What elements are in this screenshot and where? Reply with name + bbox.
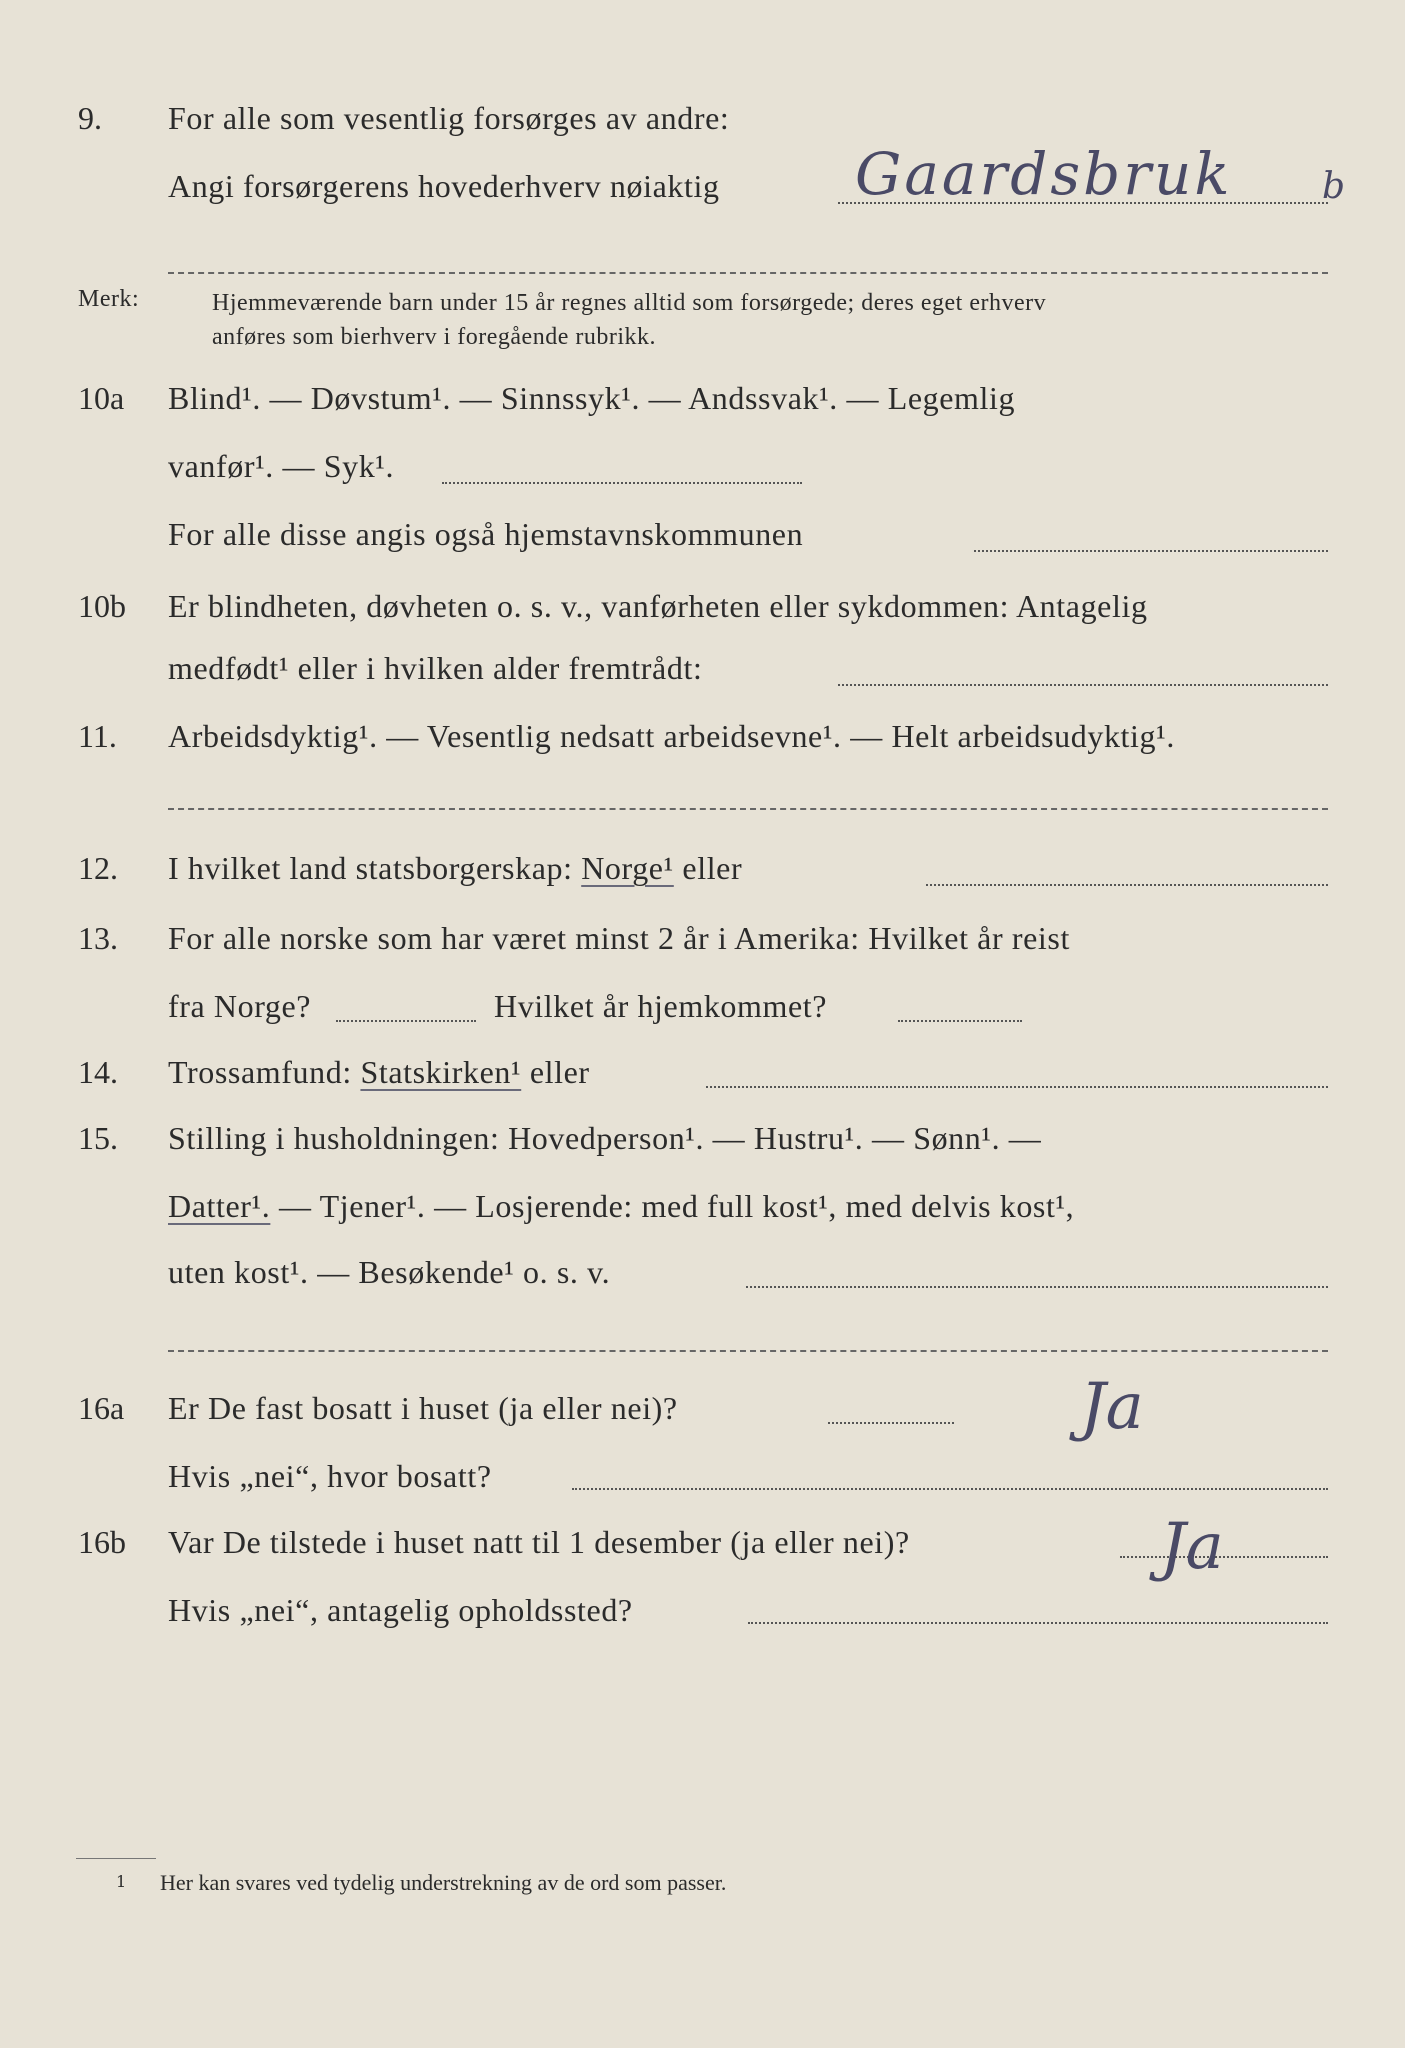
q14-dots (706, 1086, 1328, 1088)
q13-line2b: Hvilket år hjemkommet? (494, 988, 828, 1024)
q16a-line2: Hvis „nei“, hvor bosatt? (168, 1458, 492, 1494)
q16b-number: 16b (78, 1524, 126, 1560)
q15-line2-rest: — Tjener¹. — Losjerende: med full kost¹, med delvis kost¹, (270, 1188, 1075, 1224)
q11-extra-line (168, 808, 1328, 810)
q15-line2 (168, 1188, 1074, 1225)
q10b-line1: Er blindheten, døvheten o. s. v., vanførheten eller sykdommen: Antagelig (168, 588, 1148, 624)
q13-reist-dots (336, 1020, 476, 1022)
merk-line2: anføres som bierhverv i foregående rubrikk. (212, 324, 657, 350)
q10a-line3: For alle disse angis også hjemstavnskommunen (168, 516, 804, 552)
q9-number: 9. (78, 100, 102, 136)
q13-hjemkommet-dots (898, 1020, 1022, 1022)
q14-number: 14. (78, 1054, 118, 1090)
q12-suffix: eller (673, 850, 743, 886)
q12-prefix: I hvilket land statsborgerskap: (168, 850, 582, 886)
q16a-handwritten-answer: Ja (1080, 1370, 1144, 1444)
q15-number: 15. (78, 1120, 118, 1156)
q16b-line1: Var De tilstede i huset natt til 1 desember (ja eller nei)? (168, 1524, 910, 1560)
q15-line1: Stilling i husholdningen: Hovedperson¹. — Hustru¹. — Sønn¹. — (168, 1120, 1042, 1156)
q10b-number: 10b (78, 588, 126, 624)
q16b-opholdssted-dots (748, 1622, 1328, 1624)
q15-dots (746, 1286, 1328, 1288)
q10a-number: 10a (78, 380, 125, 416)
q16a-number: 16a (78, 1390, 125, 1426)
q11-line1: Arbeidsdyktig¹. — Vesentlig nedsatt arbeidsevne¹. — Helt arbeidsudyktig¹. (168, 718, 1175, 754)
q16b-line2: Hvis „nei“, antagelig opholdssted? (168, 1592, 633, 1628)
q12-underlined-answer: Norge¹ (581, 850, 674, 886)
q12-dots (926, 884, 1328, 886)
q14-line (168, 1054, 590, 1091)
q10a-line2: vanfør¹. — Syk¹. (168, 448, 395, 484)
merk-line1: Hjemmeværende barn under 15 år regnes alltid som forsørgede; deres eget erhverv (212, 290, 1047, 316)
q11-number: 11. (78, 718, 117, 754)
q16a-line1: Er De fast bosatt i huset (ja eller nei)? (168, 1390, 678, 1426)
q9-handwritten-answer: Gaardsbruk (855, 140, 1233, 208)
q10a-kommune-dots (974, 550, 1328, 552)
q10a-line1: Blind¹. — Døvstum¹. — Sinnssyk¹. — Andssvak¹. — Legemlig (168, 380, 1016, 416)
q12-line (168, 850, 742, 887)
footnote-rule (76, 1858, 156, 1859)
q9-line1: For alle som vesentlig forsørges av andre: (168, 100, 730, 136)
q10a-syk-dots (442, 482, 802, 484)
q14-prefix: Trossamfund: (168, 1054, 361, 1090)
q13-line2a: fra Norge? (168, 988, 312, 1024)
q16b-handwritten-answer: Ja (1160, 1510, 1224, 1584)
q13-line1: For alle norske som har været minst 2 år i Amerika: Hvilket år reist (168, 920, 1070, 956)
q14-suffix: eller (521, 1054, 590, 1090)
q9-handwritten-suffix: b (1322, 166, 1346, 207)
footnote-text: Her kan svares ved tydelig understrekning av de ord som passer. (160, 1870, 727, 1895)
q15-underlined-answer: Datter¹. (168, 1188, 271, 1224)
q14-underlined-answer: Statskirken¹ (360, 1054, 522, 1090)
q16b-jaellernei-dots (1120, 1556, 1328, 1558)
q9-line2: Angi forsørgerens hovederhverv nøiaktig (168, 168, 720, 204)
merk-label: Merk: (78, 286, 140, 312)
q16a-jaellernei-dots (828, 1422, 954, 1424)
q12-number: 12. (78, 850, 118, 886)
q13-number: 13. (78, 920, 118, 956)
q9-extra-line (168, 272, 1328, 274)
q16a-bosatt-dots (572, 1488, 1328, 1490)
q15-extra-line (168, 1350, 1328, 1352)
footnote-mark: 1 (116, 1872, 127, 1891)
q10b-line2: medfødt¹ eller i hvilken alder fremtrådt: (168, 650, 703, 686)
q15-line3: uten kost¹. — Besøkende¹ o. s. v. (168, 1254, 611, 1290)
q10b-alder-dots (838, 684, 1328, 686)
